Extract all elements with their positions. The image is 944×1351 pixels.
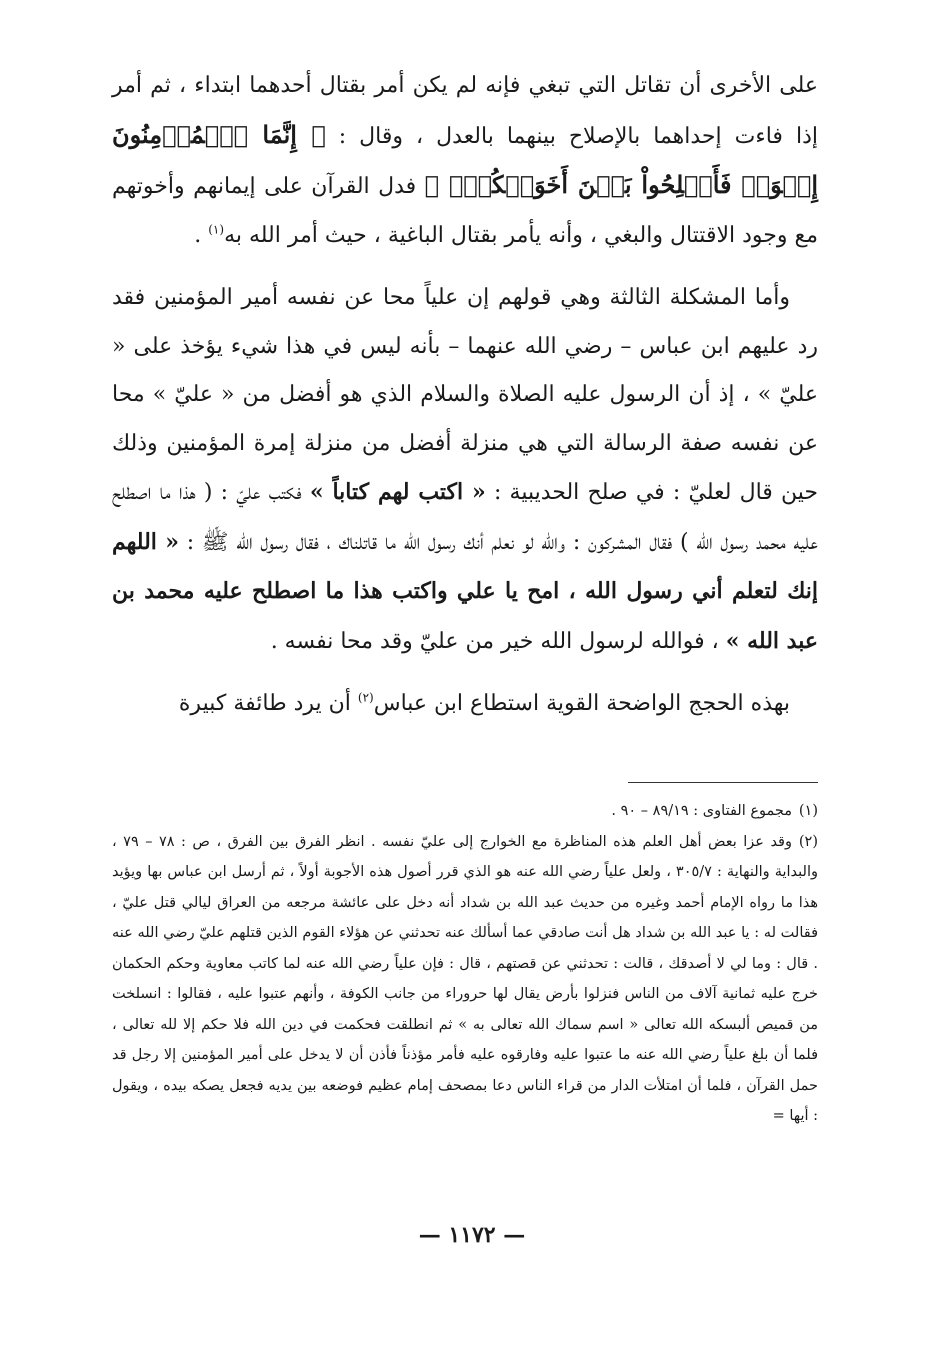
- paragraph-3: [112, 680, 818, 729]
- footnote-2-text: وقد عزا بعض أهل العلم هذه المناظرة مع الخوارج إلى عليّ نفسه . انظر الفرق بين الفرق ، ص : ٧٨ – ٧٩ ، والبداية والنهاية : ٣٠٥/٧ ، ولعل علياً رضي الله عنه هو الذي قرر أصول هذه الأجوبة أولاً ، ثم أرسل ابن عباس بها ويؤيد هذا ما رواه الإمام أحمد وغيره من حديث عبد الله بن شداد أنه دخل على عائشة مرجعه من العراق ليالي قتل عليّ ، فقالت له : يا عبد الله بن شداد هل أنت صادقي عما أسألك عنه تحدثني عن هؤلاء القوم الذين قتلهم عليّ رضي الله عنه . قال : وما لي لا أصدقك ، قالت : تحدثني عن قصتهم ، قال : فإن علياً رضي الله عنه لما كاتب معاوية وحكم الحكمان خرج عليه ثمانية آلاف من الناس فنزلوا بأرض يقال لها حروراء من جانب الكوفة ، وأنهم عتبوا عليه ، فقالوا : انسلخت من قميص ألبسكه الله تعالى « اسم سماك الله تعالى به » ثم انطلقت فحكمت في دين الله فلا حكم إلا لله تعالى ، فلما أن بلغ علياً رضي الله عنه ما عتبوا عليه وفارقوه عليه فأمر مؤذناً فأذن أن لا يدخل على أمير المؤمنين إلا رجل قد حمل القرآن ، فلما أن امتلأت الدار من قراء الناس دعا بمصحف إمام عظيم فوضعه بين يديه فجعل يصكه بيده ، ويقول : أيها =: [112, 833, 818, 1124]
- paragraph-1-text-a: على الأخرى أن تقاتل التي تبغي فإنه لم يكن أمر بقتال أحدهما ابتداء ، ثم أمر إذا فاءت إحداهما بالإصلاح بينهما بالعدل ، وقال :: [112, 73, 818, 149]
- footnote-2: [112, 827, 818, 1132]
- footnote-2-number: (٢): [798, 833, 818, 850]
- page-number: — ١١٧٢ —: [418, 1222, 526, 1248]
- footnote-separator: [628, 782, 818, 783]
- hadith-quote-2: « اللهم إنك لتعلم أني رسول الله ، امح يا علي واكتب هذا ما اصطلح عليه محمد بن عبد الله »: [112, 528, 818, 654]
- main-text: [112, 62, 818, 729]
- quran-verse: ﴿ إِنَّمَا ٱلۡمُؤۡمِنُونَ إِخۡوَةٞ فَأَصۡلِحُواْ بَيۡنَ أَخَوَيۡكُمۡۚ ﴾: [112, 119, 818, 199]
- paragraph-1-text-b: فدل القرآن على إيمانهم وأخوتهم مع وجود الاقتتال والبغي ، وأنه يأمر بقتال الباغية ، حيث أمر الله به: [112, 174, 818, 248]
- footnote-ref-2[interactable]: (٢): [357, 690, 374, 705]
- paragraph-3-text-a: بهذه الحجج الواضحة القوية استطاع ابن عباس: [373, 691, 790, 716]
- paragraph-2: [112, 274, 818, 666]
- footnote-1: [112, 796, 818, 827]
- hadith-quote-1: « اكتب لهم كتاباً »: [309, 479, 486, 505]
- paragraph-1-text-c: .: [194, 222, 209, 248]
- footnote-1-text: مجموع الفتاوى : ٨٩/١٩ – ٩٠ .: [611, 803, 792, 819]
- paragraph-2-text-a: وأما المشكلة الثالثة وهي قولهم إن علياً محا عن نفسه أمير المؤمنين فقد رد عليهم ابن عباس – رضي الله عنهما – بأنه ليس في هذا شيء يؤخذ على « عليّ » ، إذ أن الرسول عليه الصلاة والسلام الذي هو أفضل من « عليّ » محا عن نفسه صفة الرسالة التي هي منزلة أفضل من منزلة إمرة المؤمنين وذلك حين قال لعليّ : في صلح الحديبية :: [112, 285, 818, 505]
- paragraph-2-text-c: ، فوالله لرسول الله خير من عليّ وقد محا نفسه .: [270, 628, 726, 654]
- paragraph-2-text-b: فكتب عليّ : ( هذا ما اصطلح عليه محمد رسول الله ) فقال المشركون : والله لو نعلم أنك رسول الله ما قاتلناك ، فقال رسول الله ﷺ :: [112, 480, 818, 555]
- paragraph-1: [112, 62, 818, 260]
- footnotes: [112, 796, 818, 1132]
- footnote-ref-1[interactable]: (١): [208, 222, 225, 237]
- paragraph-3-text-b: أن يرد طائفة كبيرة: [178, 691, 358, 716]
- footnote-1-number: (١): [798, 803, 818, 819]
